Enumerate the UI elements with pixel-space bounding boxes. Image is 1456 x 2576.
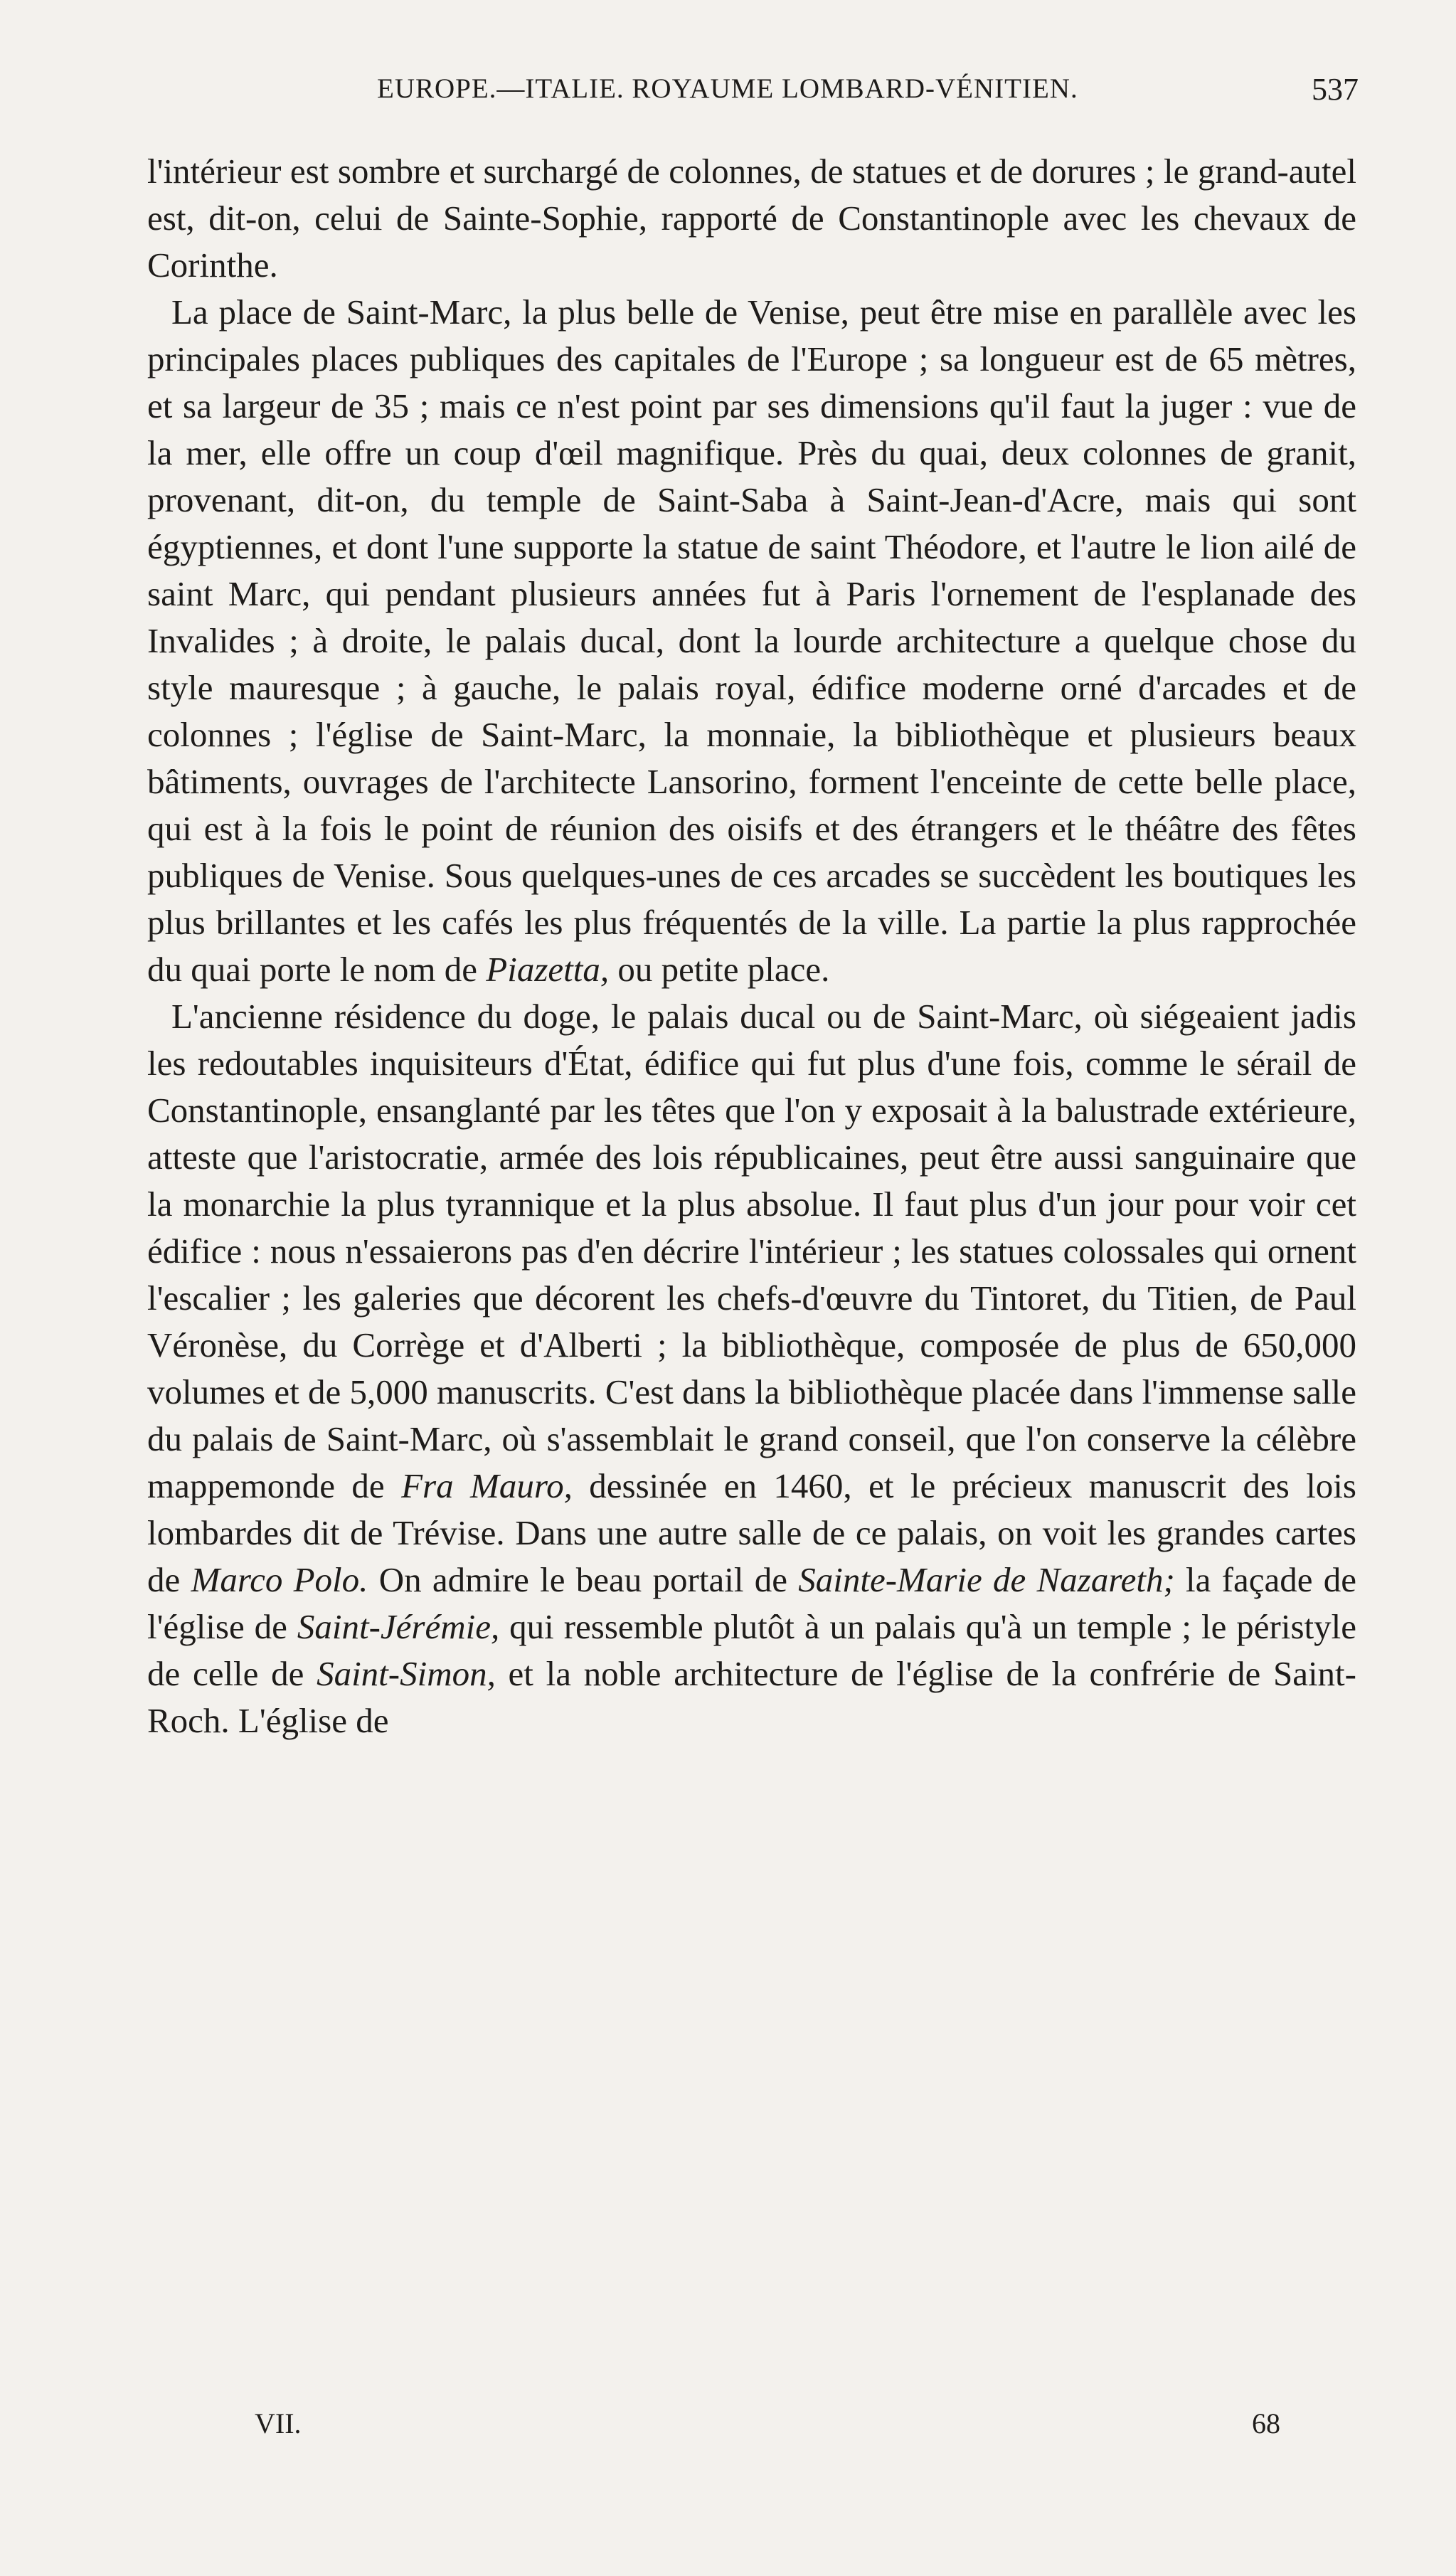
page-footer: [142, 2407, 1359, 2464]
italic-segment: Marco Polo.: [191, 1560, 368, 1599]
text-segment: ou petite place.: [609, 950, 830, 989]
text-segment: On admire le beau portail de: [368, 1560, 799, 1599]
text-segment: l'intérieur est sombre et surchargé de colonnes, de statues et de dorures ; le grand-autel est, dit-on, celui de Sainte-Sophie, rapporté de Constantinople avec les chevaux de Corinthe.: [147, 152, 1356, 285]
paragraph-3: [147, 993, 1356, 1744]
page-number: 537: [1312, 72, 1359, 107]
italic-segment: Sainte-Marie de Nazareth;: [798, 1560, 1175, 1599]
running-head: EUROPE.—ITALIE. ROYAUME LOMBARD-VÉNITIEN.: [377, 73, 1078, 104]
text-segment: La place de Saint-Marc, la plus belle de Venise, peut être mise en parallèle avec les principales places publiques des capitales de l'Europe ; sa longueur est de 65 mètres, et sa largeur de 35 ; mais ce n'est point par ses dimensions qu'il faut la juger : vue de la mer, elle offre un coup d'œil magnifique. Près du quai, deux colonnes de granit, provenant, dit-on, du temple de Saint-Saba à Saint-Jean-d'Acre, mais qui sont égyptiennes, et dont l'une supporte la statue de saint Théodore, et l'autre le lion ailé de saint Marc, qui pendant plusieurs années fut à Paris l'ornement de l'esplanade des Invalides ; à droite, le palais ducal, dont la lourde architecture a quelque chose du style mauresque ; à gauche, le palais royal, édifice moderne orné d'arcades et de colonnes ; l'église de Saint-Marc, la monnaie, la bibliothèque et plusieurs beaux bâtiments, ouvrages de l'architecte Lansorino, forment l'enceinte de cette belle place, qui est à la fois le point de réunion des oisifs et des étrangers et le théâtre des fêtes publiques de Venise. Sous quelques-unes de ces arcades se succèdent les boutiques les plus brillantes et les cafés les plus fréquentés de la ville. La partie la plus rapprochée du quai porte le nom de: [147, 292, 1356, 989]
text-segment: la façade de l'église de: [147, 1560, 1356, 1646]
volume-number: VII.: [255, 2407, 302, 2439]
text-segment: et la noble architecture de l'église de la confrérie de Saint-Roch. L'église de: [147, 1654, 1356, 1740]
text-segment: L'ancienne résidence du doge, le palais ducal ou de Saint-Marc, où siégeaient jadis les redoutables inquisiteurs d'État, édifice qui fut plus d'une fois, comme le sérail de Constantinople, ensanglanté par les têtes que l'on y exposait à la balustrade extérieure, atteste que l'aristocratie, armée des lois républicaines, peut être aussi sanguinaire que la monarchie la plus tyrannique et la plus absolue. Il faut plus d'un jour pour voir cet édifice : nous n'essaierons pas d'en décrire l'intérieur ; les statues colossales qui ornent l'escalier ; les galeries que décorent les chefs-d'œuvre du Tintoret, du Titien, de Paul Véronèse, du Corrège et d'Alberti ; la bibliothèque, composée de plus de 650,000 volumes et de 5,000 manuscrits. C'est dans la bibliothèque placée dans l'immense salle du palais de Saint-Marc, où s'assemblait le grand conseil, que l'on conserve la célèbre mappemonde de: [147, 997, 1356, 1505]
text-segment: qui ressemble plutôt à un palais qu'à un temple ; le péristyle de celle de: [147, 1607, 1356, 1693]
italic-segment: Saint-Simon,: [317, 1654, 496, 1693]
paragraph-1: [147, 148, 1356, 289]
page-header: [142, 58, 1359, 122]
text-segment: dessinée en 1460, et le précieux manuscrit des lois lombardes dit de Trévise. Dans une autre salle de ce palais, on voit les grandes cartes de: [147, 1466, 1356, 1599]
italic-segment: Piazetta,: [486, 950, 610, 989]
italic-segment: Fra Mauro,: [401, 1466, 573, 1505]
body-text: [147, 148, 1356, 1744]
signature-mark: 68: [1252, 2407, 1280, 2439]
paragraph-2: [147, 289, 1356, 993]
italic-segment: Saint-Jérémie,: [297, 1607, 500, 1646]
